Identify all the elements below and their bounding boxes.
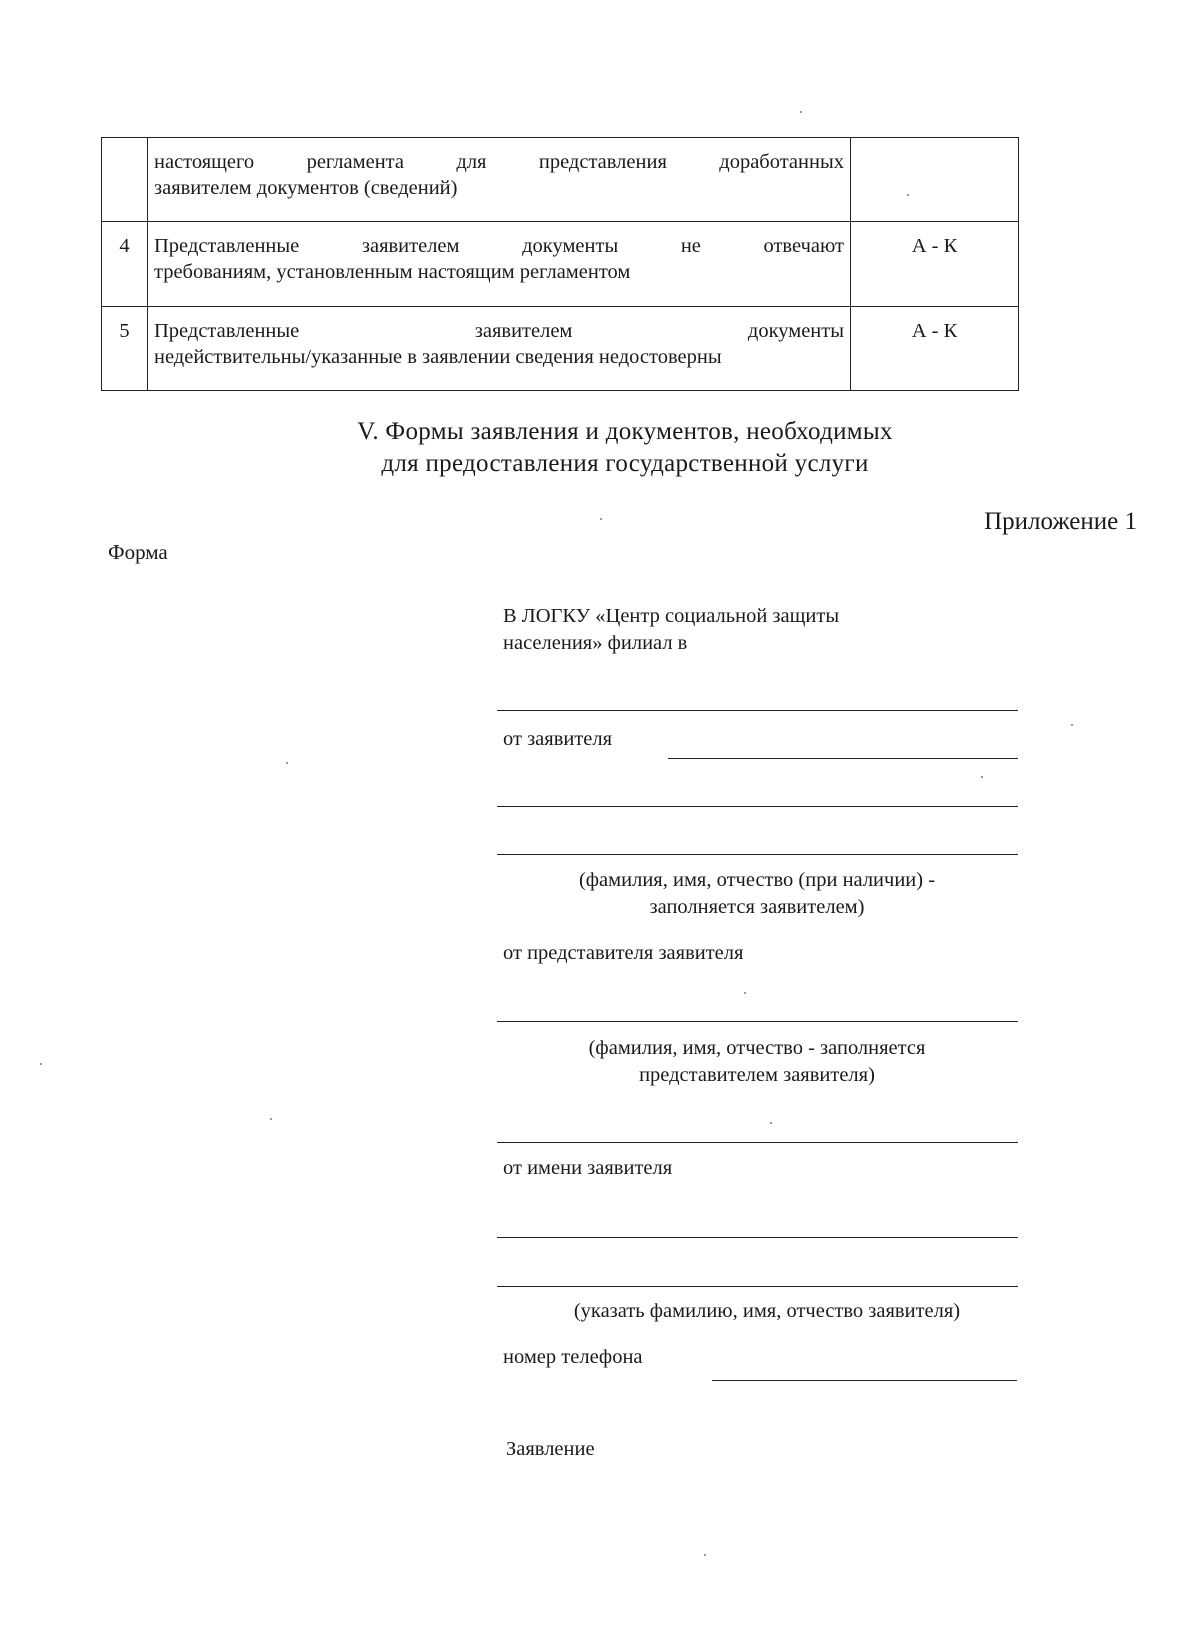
scan-speck — [600, 518, 602, 520]
row-description-line: заявителем документов (сведений) — [154, 177, 458, 199]
on-behalf-label: от имени заявителя — [503, 1157, 673, 1179]
section-heading — [250, 416, 1000, 480]
statement-title: Заявление — [506, 1438, 595, 1460]
caption-line: заполняется заявителем) — [649, 896, 865, 918]
phone-label: номер телефона — [503, 1346, 643, 1368]
row-description-line: Представленные заявителем документы не отвечают — [154, 235, 844, 257]
row-code — [851, 138, 1019, 222]
applicant-name-blank-line[interactable] — [497, 854, 1018, 855]
row-description-line: Представленные заявителем документы — [154, 320, 844, 342]
caption-line: (фамилия, имя, отчество (при наличии) - — [578, 869, 936, 891]
scan-speck — [907, 194, 909, 196]
on-behalf-name-blank-line[interactable] — [497, 1286, 1018, 1287]
on-behalf-caption — [517, 1298, 1017, 1325]
appendix-label: Приложение 1 — [984, 508, 1137, 535]
phone-blank-line[interactable] — [712, 1380, 1017, 1381]
caption-line: (фамилия, имя, отчество - заполняется — [588, 1037, 926, 1059]
caption-line: представителем заявителя) — [639, 1064, 875, 1086]
row-description — [148, 222, 851, 307]
row-number — [102, 138, 148, 222]
row-number: 5 — [102, 307, 148, 391]
refusal-criteria-table — [101, 137, 1019, 391]
scan-speck — [770, 1122, 772, 1124]
applicant-name-blank-line[interactable] — [497, 806, 1018, 807]
scan-speck — [40, 1063, 42, 1065]
table-row — [102, 307, 1019, 391]
representative-document-blank-line[interactable] — [497, 1142, 1018, 1143]
addressee-line: населения» филиал в — [503, 632, 688, 654]
representative-caption — [497, 1035, 1017, 1089]
applicant-caption — [497, 867, 1017, 921]
form-label: Форма — [108, 540, 168, 564]
row-description-line: недействительны/указанные в заявлении сведения недостоверны — [154, 346, 722, 368]
row-description — [148, 138, 851, 222]
branch-name-blank-line[interactable] — [497, 710, 1018, 711]
table-row — [102, 138, 1019, 222]
section-heading-line: для предоставления государственной услуги — [381, 450, 869, 477]
row-number: 4 — [102, 222, 148, 307]
scan-speck — [800, 111, 802, 113]
row-description-line: требованиям, установленным настоящим регламентом — [154, 261, 631, 283]
representative-name-blank-line[interactable] — [497, 1021, 1018, 1022]
scan-speck — [286, 762, 288, 764]
applicant-name-blank-line[interactable] — [668, 758, 1018, 759]
scan-speck — [981, 776, 983, 778]
scan-speck — [744, 992, 746, 994]
addressee-line: В ЛОГКУ «Центр социальной защиты — [503, 605, 840, 627]
from-representative-label: от представителя заявителя — [503, 942, 744, 964]
scan-speck — [704, 1554, 706, 1556]
section-heading-line: V. Формы заявления и документов, необходимых — [357, 418, 893, 445]
row-description-line: настоящего регламента для представления доработанных — [154, 151, 844, 173]
table-row — [102, 222, 1019, 307]
caption-line: (указать фамилию, имя, отчество заявителя) — [573, 1300, 961, 1322]
row-description — [148, 307, 851, 391]
row-code: А - К — [851, 307, 1019, 391]
from-applicant-label: от заявителя — [503, 728, 613, 750]
scan-speck — [270, 1118, 272, 1120]
row-code: А - К — [851, 222, 1019, 307]
on-behalf-name-blank-line[interactable] — [497, 1237, 1018, 1238]
scan-speck — [1071, 724, 1073, 726]
